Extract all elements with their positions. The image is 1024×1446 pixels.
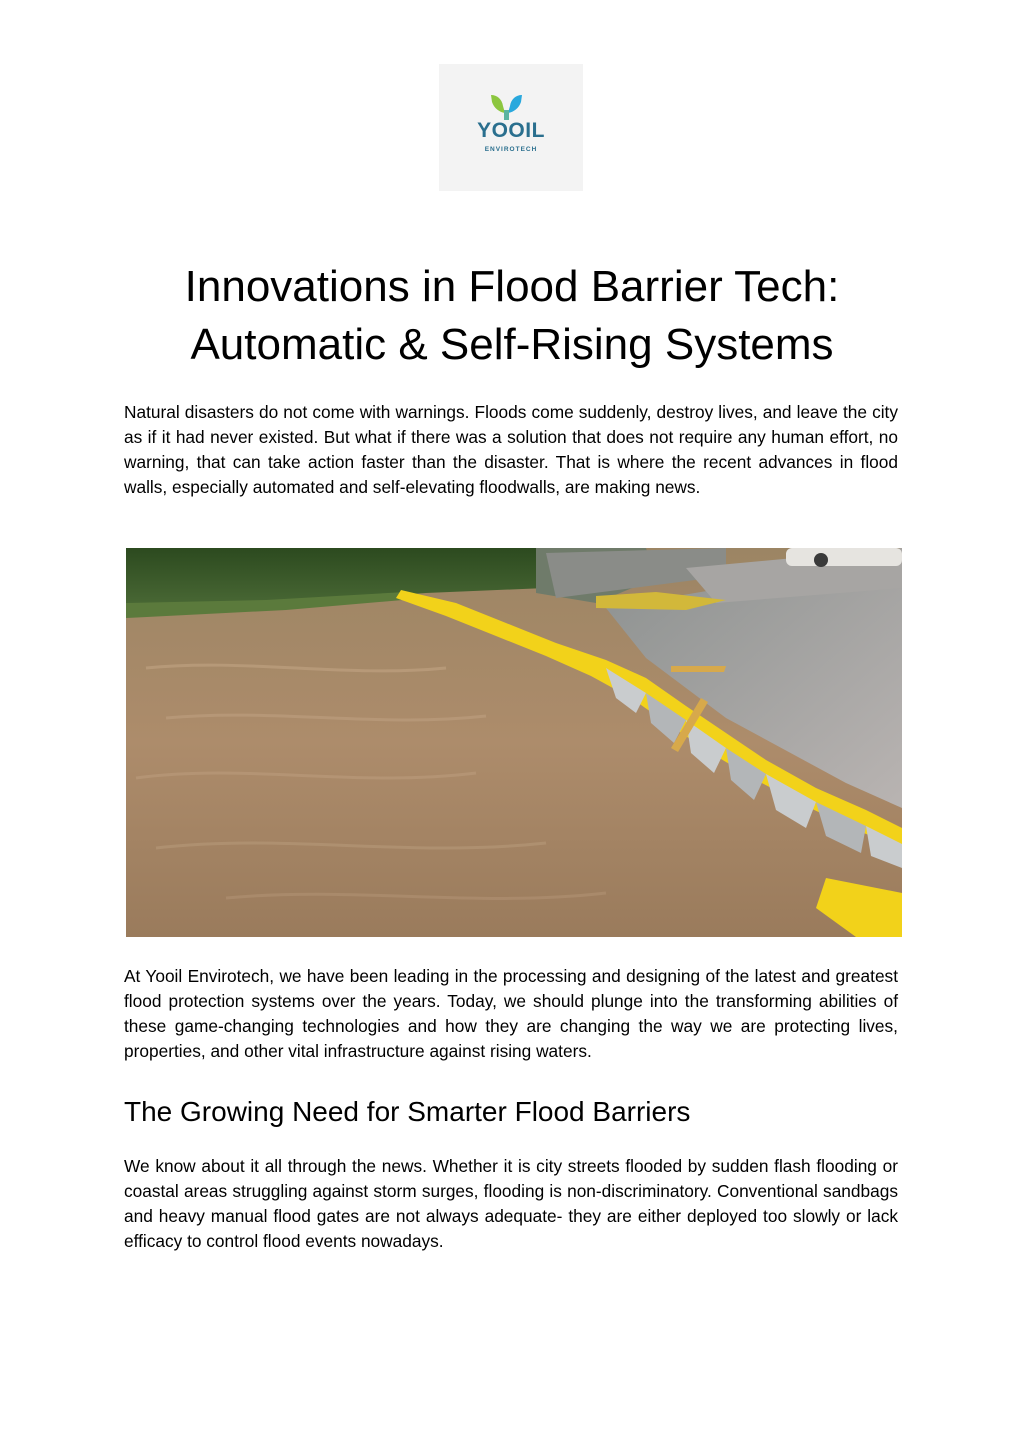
logo-tagline: ENVIROTECH — [484, 146, 538, 153]
section-paragraph: We know about it all through the news. Whether it is city streets flooded by sudden flash flooding or coastal areas struggling against storm surges, flooding is non-discriminatory. Conventional sandbags and heavy manual flood gates are not always adequate- they are either deployed too slowly or lack efficacy to control flood events nowadays. — [124, 1156, 898, 1251]
yooil-leaf-icon — [439, 64, 583, 191]
title-line-1: Innovations in Flood Barrier Tech: — [184, 262, 840, 311]
logo-brand: YOOIL — [477, 119, 545, 142]
flood-barrier-photo — [126, 548, 902, 937]
company-logo — [439, 64, 583, 191]
intro-paragraph: Natural disasters do not come with warnings. Floods come suddenly, destroy lives, and leave the city as if it had never existed. But what if there was a solution that does not require any human effort, no warning, that can take action faster than the disaster. That is where the recent advances in flood walls, especially automated and self-elevating floodwalls, are making news. — [124, 402, 898, 497]
flooded-road-with-yellow-barrier-photo-icon — [126, 548, 902, 937]
section-heading: The Growing Need for Smarter Flood Barriers — [124, 1096, 691, 1127]
title-line-2: Automatic & Self-Rising Systems — [190, 320, 834, 369]
company-paragraph: At Yooil Envirotech, we have been leading in the processing and designing of the latest and greatest flood protection systems over the years. Today, we should plunge into the transforming abilities of these game-changing technologies and how they are changing the way we are protecting lives, properties, and other vital infrastructure against rising waters. — [124, 966, 898, 1061]
page-title — [100, 258, 924, 374]
